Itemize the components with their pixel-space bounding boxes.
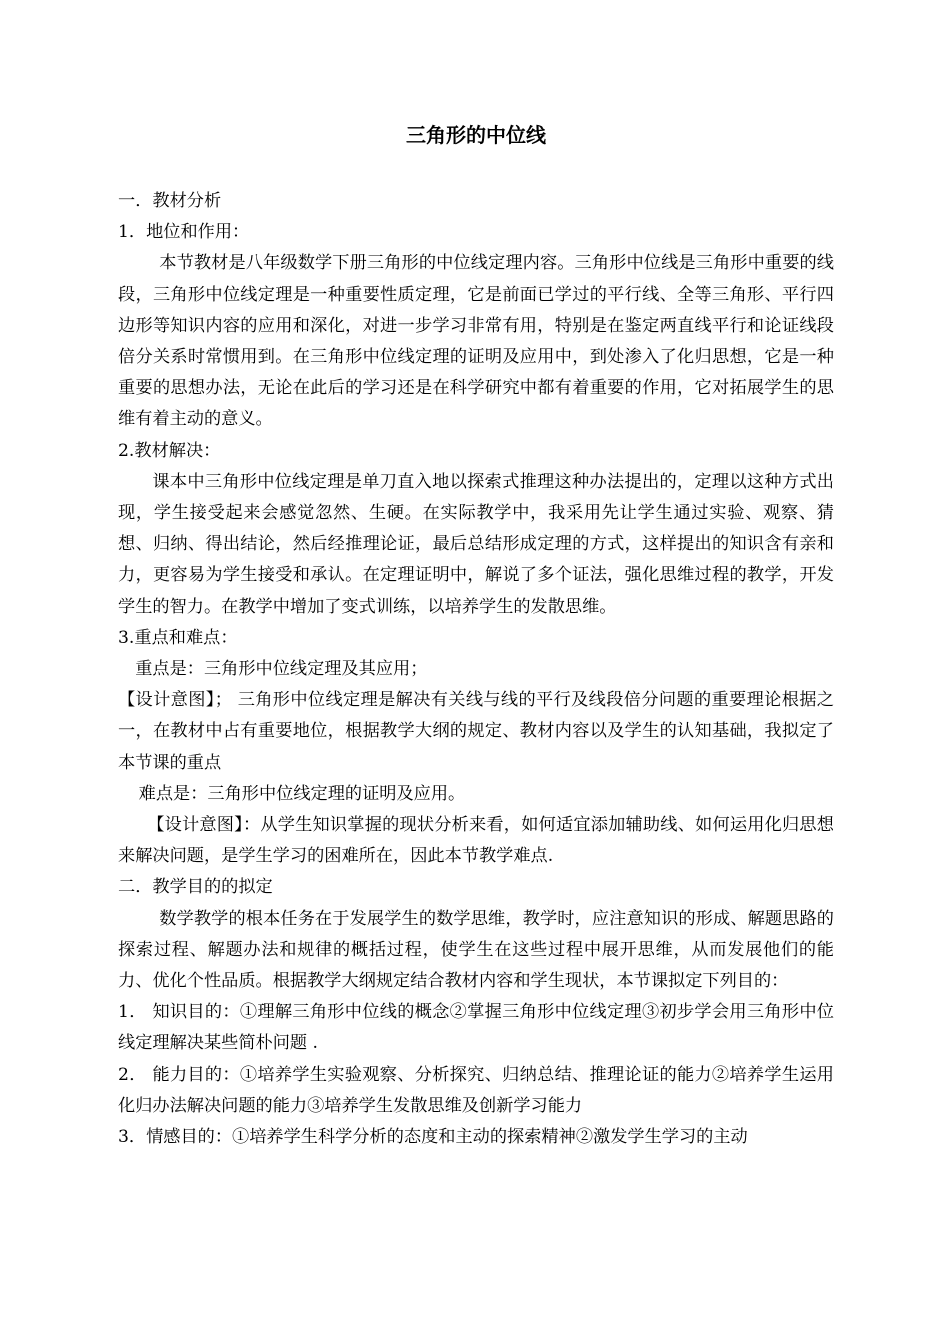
design-intent-1: 【设计意图】； 三角形中位线定理是解决有关线与线的平行及线段倍分问题的重要理论根据之一，在教材中占有重要地位，根据教学大纲的规定、教材内容以及学生的认知基础，我拟定了本节课的重点 [118,690,834,773]
sub2-paragraph: 课本中三角形中位线定理是单刀直入地以探索式推理这种办法提出的，定理以这种方式出现，学生接受起来会感觉忽然、生硬。在实际教学中，我采用先让学生通过实验、观察、猜想、归纳、得出结论，然后经推理论证，最后总结形成定理的方式，这样提出的知识含有亲和力，更容易为学生接受和承认。在定理证明中，解说了多个证法，强化思维过程的教学，开发学生的智力。在教学中增加了变式训练，以培养学生的发散思维。 [118,471,834,617]
difficulty-line: 难点是：三角形中位线定理的证明及应用。 [138,783,466,804]
sub2-heading: 2.教材解决： [118,440,221,461]
sub1-heading: 1．地位和作用： [118,222,250,243]
sub3-heading: 3.重点和难点： [118,627,238,648]
goal-ability: 2． 能力目的：①培养学生实验观察、分析探究、归纳总结、推理论证的能力②培养学生运用化归办法解决问题的能力③培养学生发散思维及创新学习能力 [118,1064,834,1116]
page-title: 三角形的中位线 [406,123,546,147]
section2-intro: 数学教学的根本任务在于发展学生的数学思维，教学时，应注意知识的形成、解题思路的探索过程、解题办法和规律的概括过程，使学生在这些过程中展开思维，从而发展他们的能力、优化个性品质。根据教学大纲规定结合教材内容和学生现状，本节课拟定下列目的： [118,908,834,992]
section2-heading: 二．教学目的的拟定 [118,877,273,898]
sub1-paragraph: 本节教材是八年级数学下册三角形的中位线定理内容。三角形中位线是三角形中重要的线段，三角形中位线定理是一种重要性质定理，它是前面已学过的平行线、全等三角形、平行四边形等知识内容的应用和深化，对进一步学习非常有用，特别是在鉴定两直线平行和论证线段倍分关系时常惯用到。在三角形中位线定理的证明及应用中，到处渗入了化归思想，它是一种重要的思想办法，无论在此后的学习还是在科学研究中都有着重要的作用，它对拓展学生的思维有着主动的意义。 [118,253,834,430]
section1-heading: 一．教材分析 [118,191,222,211]
design-intent-2: 【设计意图】：从学生知识掌握的现状分析来看，如何适宜添加辅助线、如何运用化归思想来解决问题，是学生学习的困难所在，因此本节教学难点. [118,815,834,867]
goal-emotion: 3．情感目的：①培养学生科学分析的态度和主动的探索精神②激发学生学习的主动 [118,1127,748,1148]
document-page [118,120,834,1153]
goal-knowledge: 1． 知识目的：①理解三角形中位线的概念②掌握三角形中位线定理③初步学会用三角形中位线定理解决某些简朴问题 . [118,1002,834,1054]
key-point-line: 重点是：三角形中位线定理及其应用； [135,659,428,680]
